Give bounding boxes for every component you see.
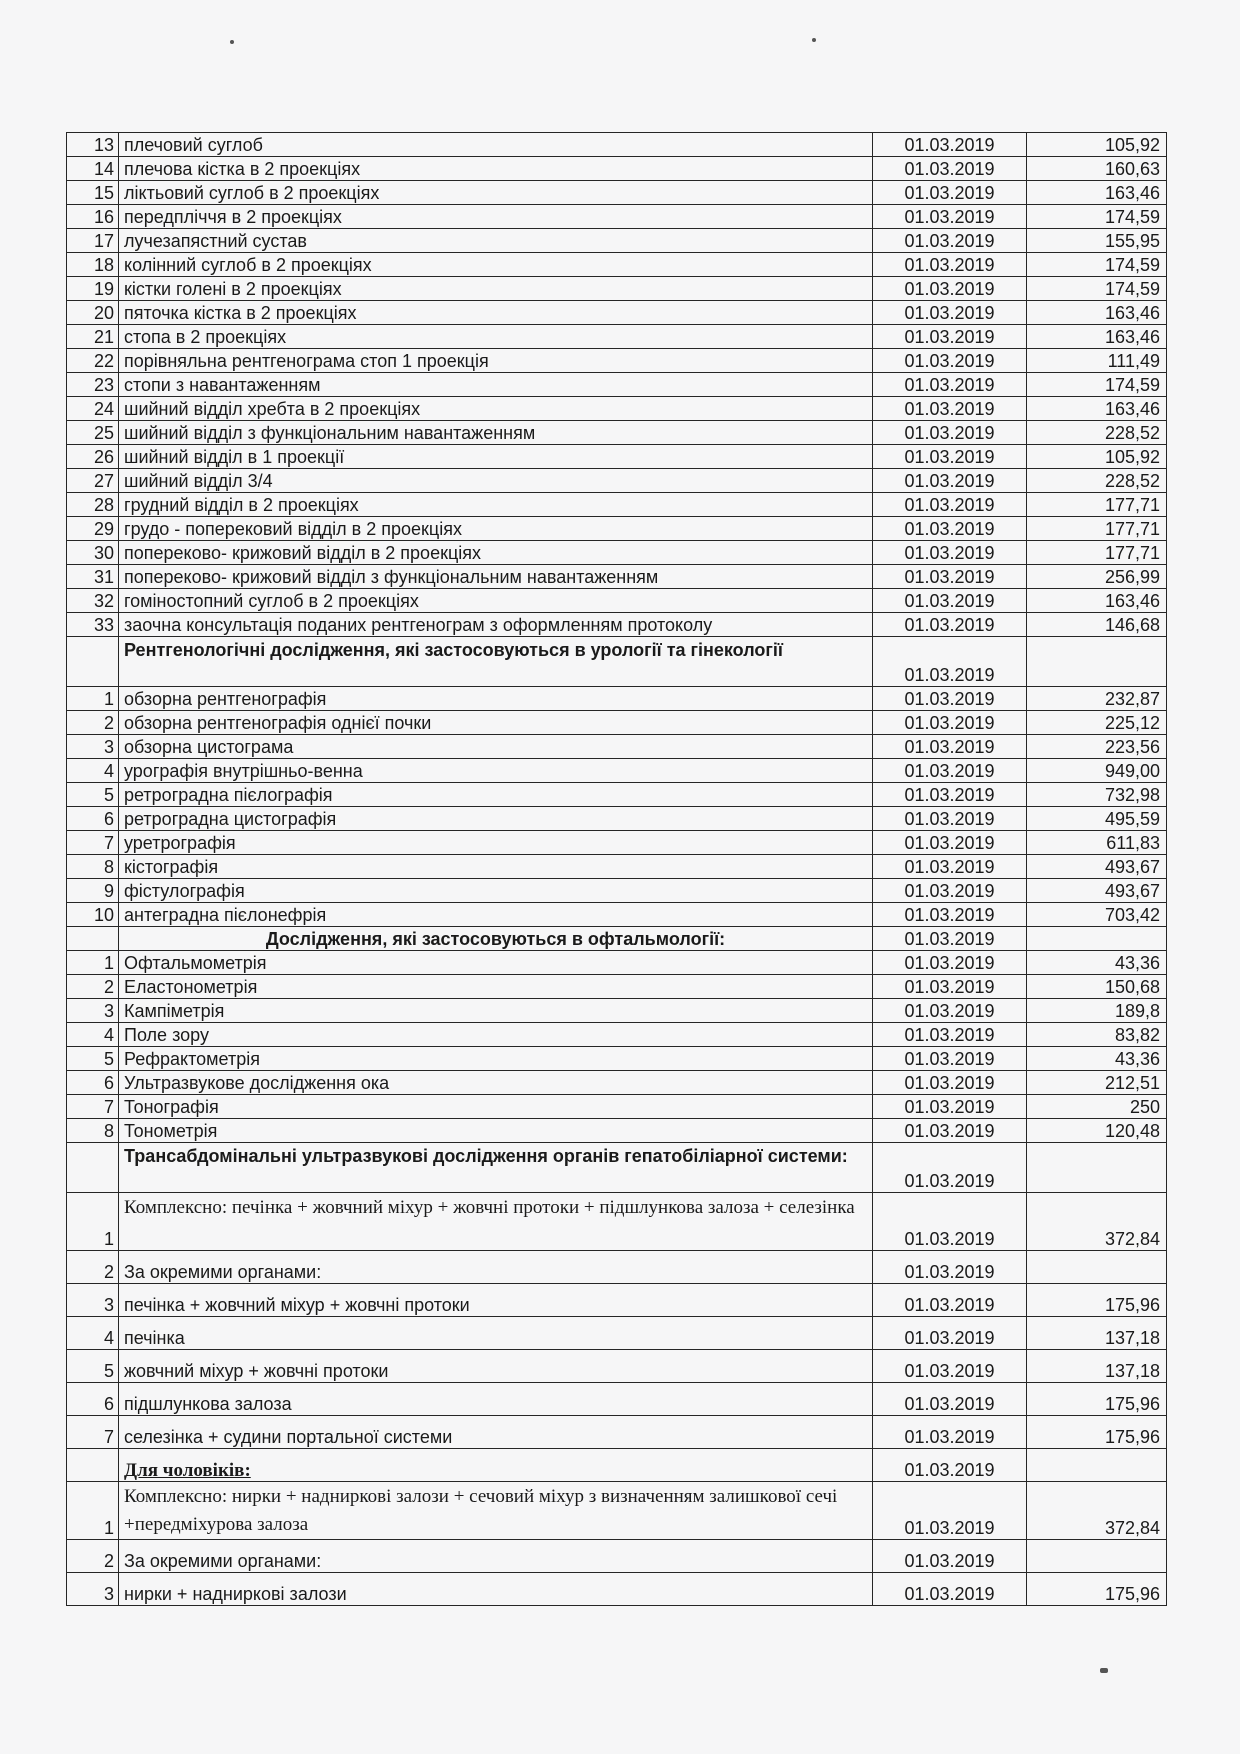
service-name: За окремими органами: [119,1540,873,1573]
table-row [67,999,1167,1023]
effective-date: 01.03.2019 [873,687,1027,711]
row-number: 10 [67,903,119,927]
effective-date: 01.03.2019 [873,253,1027,277]
price-value: 228,52 [1027,469,1167,493]
table-row [67,421,1167,445]
row-number: 17 [67,229,119,253]
row-number: 28 [67,493,119,517]
table-row [67,397,1167,421]
effective-date: 01.03.2019 [873,711,1027,735]
service-name: селезінка + судини портальної системи [119,1416,873,1449]
effective-date: 01.03.2019 [873,1482,1027,1540]
price-value: 137,18 [1027,1350,1167,1383]
table-row [67,783,1167,807]
price-value: 732,98 [1027,783,1167,807]
price-value: 372,84 [1027,1482,1167,1540]
service-name: Ультразвукове дослідження ока [119,1071,873,1095]
table-row [67,613,1167,637]
table-row [67,1449,1167,1482]
service-name: Рефрактометрія [119,1047,873,1071]
row-number: 2 [67,975,119,999]
effective-date: 01.03.2019 [873,783,1027,807]
service-name: колінний суглоб в 2 проекціях [119,253,873,277]
service-name: плечовий суглоб [119,133,873,157]
price-value [1027,1449,1167,1482]
effective-date: 01.03.2019 [873,903,1027,927]
service-name: гоміностопний суглоб в 2 проекціях [119,589,873,613]
table-row [67,1143,1167,1193]
row-number: 7 [67,831,119,855]
price-value: 212,51 [1027,1071,1167,1095]
row-number: 32 [67,589,119,613]
row-number: 2 [67,711,119,735]
service-name: стопи з навантаженням [119,373,873,397]
effective-date: 01.03.2019 [873,277,1027,301]
effective-date: 01.03.2019 [873,1317,1027,1350]
price-value: 177,71 [1027,493,1167,517]
table-row [67,711,1167,735]
row-number: 26 [67,445,119,469]
price-value: 703,42 [1027,903,1167,927]
service-name: шийний відділ хребта в 2 проекціях [119,397,873,421]
price-value: 189,8 [1027,999,1167,1023]
service-name: ретроградна пієлографія [119,783,873,807]
table-row [67,1540,1167,1573]
effective-date: 01.03.2019 [873,1119,1027,1143]
price-value: 372,84 [1027,1193,1167,1251]
table-row [67,1071,1167,1095]
row-number: 6 [67,1071,119,1095]
row-number: 3 [67,1573,119,1606]
price-value: 177,71 [1027,541,1167,565]
service-name: Кампіметрія [119,999,873,1023]
effective-date: 01.03.2019 [873,229,1027,253]
table-row [67,1047,1167,1071]
row-number: 29 [67,517,119,541]
table-row [67,807,1167,831]
table-row [67,229,1167,253]
price-list-body [67,133,1167,1606]
row-number: 7 [67,1095,119,1119]
row-number: 24 [67,397,119,421]
table-row [67,855,1167,879]
table-row [67,1482,1167,1540]
row-number: 4 [67,759,119,783]
row-number [67,637,119,687]
row-number: 31 [67,565,119,589]
price-value: 493,67 [1027,855,1167,879]
table-row [67,469,1167,493]
effective-date: 01.03.2019 [873,181,1027,205]
effective-date: 01.03.2019 [873,831,1027,855]
service-name: плечова кістка в 2 проекціях [119,157,873,181]
table-row [67,589,1167,613]
service-name: Комплексно: печінка + жовчний міхур + жовчні протоки + підшлункова залоза + селезінка [119,1193,873,1251]
row-number: 30 [67,541,119,565]
row-number: 15 [67,181,119,205]
row-number [67,1143,119,1193]
effective-date: 01.03.2019 [873,589,1027,613]
effective-date: 01.03.2019 [873,1416,1027,1449]
service-name: Дослідження, які застосовуються в офтальмології: [119,927,873,951]
table-row [67,1383,1167,1416]
row-number: 1 [67,1193,119,1251]
effective-date: 01.03.2019 [873,1251,1027,1284]
row-number: 25 [67,421,119,445]
effective-date: 01.03.2019 [873,927,1027,951]
row-number: 20 [67,301,119,325]
effective-date: 01.03.2019 [873,421,1027,445]
service-name: стопа в 2 проекціях [119,325,873,349]
price-value: 611,83 [1027,831,1167,855]
table-row [67,637,1167,687]
price-value: 223,56 [1027,735,1167,759]
price-value: 174,59 [1027,205,1167,229]
row-number: 5 [67,1047,119,1071]
effective-date: 01.03.2019 [873,325,1027,349]
table-row [67,445,1167,469]
row-number: 3 [67,735,119,759]
service-name: Поле зору [119,1023,873,1047]
service-name: печінка + жовчний міхур + жовчні протоки [119,1284,873,1317]
service-name: Тонографія [119,1095,873,1119]
service-name: підшлункова залоза [119,1383,873,1416]
price-value: 43,36 [1027,1047,1167,1071]
scan-speck [1100,1668,1108,1673]
table-row [67,1284,1167,1317]
price-value: 256,99 [1027,565,1167,589]
row-number: 6 [67,807,119,831]
service-name: жовчний міхур + жовчні протоки [119,1350,873,1383]
effective-date: 01.03.2019 [873,879,1027,903]
price-value: 105,92 [1027,445,1167,469]
price-value: 163,46 [1027,397,1167,421]
service-name: фістулографія [119,879,873,903]
effective-date: 01.03.2019 [873,445,1027,469]
effective-date: 01.03.2019 [873,855,1027,879]
row-number: 2 [67,1540,119,1573]
price-value: 160,63 [1027,157,1167,181]
service-name: грудний відділ в 2 проекціях [119,493,873,517]
table-row [67,253,1167,277]
service-name: попереково- крижовий відділ з функціональним навантаженням [119,565,873,589]
effective-date: 01.03.2019 [873,637,1027,687]
table-row [67,879,1167,903]
effective-date: 01.03.2019 [873,301,1027,325]
effective-date: 01.03.2019 [873,373,1027,397]
scan-speck [812,38,816,42]
row-number: 2 [67,1251,119,1284]
price-value: 495,59 [1027,807,1167,831]
service-name: ретроградна цистографія [119,807,873,831]
price-value: 105,92 [1027,133,1167,157]
table-row [67,157,1167,181]
effective-date: 01.03.2019 [873,469,1027,493]
table-row [67,831,1167,855]
table-row [67,1573,1167,1606]
table-row [67,373,1167,397]
service-name: За окремими органами: [119,1251,873,1284]
table-row [67,1193,1167,1251]
table-row [67,493,1167,517]
table-row [67,927,1167,951]
scan-speck [230,40,234,44]
table-row [67,1023,1167,1047]
service-name: шийний відділ в 1 проекції [119,445,873,469]
service-name: пяточка кістка в 2 проекціях [119,301,873,325]
table-row [67,565,1167,589]
price-list-table [66,132,1167,1606]
price-value: 493,67 [1027,879,1167,903]
price-value: 111,49 [1027,349,1167,373]
row-number: 6 [67,1383,119,1416]
price-value: 43,36 [1027,951,1167,975]
service-name: Тонометрія [119,1119,873,1143]
price-value: 163,46 [1027,301,1167,325]
effective-date: 01.03.2019 [873,1284,1027,1317]
row-number: 5 [67,1350,119,1383]
table-row [67,133,1167,157]
row-number: 8 [67,855,119,879]
effective-date: 01.03.2019 [873,133,1027,157]
row-number: 1 [67,1482,119,1540]
row-number: 19 [67,277,119,301]
price-value: 175,96 [1027,1284,1167,1317]
table-row [67,1350,1167,1383]
table-row [67,1119,1167,1143]
service-name: заочна консультація поданих рентгенограм з оформленням протоколу [119,613,873,637]
row-number: 14 [67,157,119,181]
row-number: 33 [67,613,119,637]
row-number: 27 [67,469,119,493]
service-name: обзорна цистограма [119,735,873,759]
service-name: уретрографія [119,831,873,855]
row-number: 16 [67,205,119,229]
effective-date: 01.03.2019 [873,349,1027,373]
table-row [67,975,1167,999]
service-name: Рентгенологічні дослідження, які застосовуються в урології та гінекології [119,637,873,687]
service-name: попереково- крижовий відділ в 2 проекціях [119,541,873,565]
price-value [1027,637,1167,687]
table-row [67,1317,1167,1350]
service-name: Комплексно: нирки + надниркові залози + сечовий міхур з визначенням залишкової сечі +передміхурова залоза [119,1482,873,1540]
row-number [67,927,119,951]
effective-date: 01.03.2019 [873,975,1027,999]
table-row [67,1095,1167,1119]
price-value: 174,59 [1027,277,1167,301]
row-number [67,1449,119,1482]
price-value: 232,87 [1027,687,1167,711]
row-number: 8 [67,1119,119,1143]
table-row [67,735,1167,759]
service-name: печінка [119,1317,873,1350]
row-number: 4 [67,1317,119,1350]
effective-date: 01.03.2019 [873,999,1027,1023]
service-name: передпліччя в 2 проекціях [119,205,873,229]
effective-date: 01.03.2019 [873,1143,1027,1193]
table-row [67,205,1167,229]
table-row [67,541,1167,565]
price-value: 137,18 [1027,1317,1167,1350]
table-row [67,301,1167,325]
service-name: Для чоловіків: [119,1449,873,1482]
table-row [67,1251,1167,1284]
service-name: Трансабдомінальні ультразвукові дослідження органів гепатобіліарної системи: [119,1143,873,1193]
table-row [67,181,1167,205]
row-number: 22 [67,349,119,373]
row-number: 23 [67,373,119,397]
table-row [67,277,1167,301]
service-name: обзорна рентгенографія однієї почки [119,711,873,735]
price-value: 174,59 [1027,373,1167,397]
effective-date: 01.03.2019 [873,565,1027,589]
price-value: 225,12 [1027,711,1167,735]
effective-date: 01.03.2019 [873,1047,1027,1071]
price-value: 146,68 [1027,613,1167,637]
table-row [67,325,1167,349]
row-number: 5 [67,783,119,807]
service-name: шийний відділ 3/4 [119,469,873,493]
table-row [67,903,1167,927]
service-name: Еластонометрія [119,975,873,999]
price-value: 175,96 [1027,1383,1167,1416]
effective-date: 01.03.2019 [873,517,1027,541]
effective-date: 01.03.2019 [873,613,1027,637]
price-value: 228,52 [1027,421,1167,445]
service-name: обзорна рентгенографія [119,687,873,711]
row-number: 1 [67,687,119,711]
service-name: антеградна пієлонефрія [119,903,873,927]
service-name: нирки + надниркові залози [119,1573,873,1606]
row-number: 3 [67,1284,119,1317]
table-row [67,1416,1167,1449]
row-number: 9 [67,879,119,903]
table-row [67,759,1167,783]
effective-date: 01.03.2019 [873,1095,1027,1119]
price-value [1027,1143,1167,1193]
service-name: шийний відділ з функціональним навантаженням [119,421,873,445]
effective-date: 01.03.2019 [873,807,1027,831]
effective-date: 01.03.2019 [873,397,1027,421]
price-value: 83,82 [1027,1023,1167,1047]
price-value: 163,46 [1027,181,1167,205]
service-name: кістографія [119,855,873,879]
effective-date: 01.03.2019 [873,1071,1027,1095]
price-value: 150,68 [1027,975,1167,999]
effective-date: 01.03.2019 [873,205,1027,229]
table-row [67,349,1167,373]
row-number: 21 [67,325,119,349]
service-name: порівняльна рентгенограма стоп 1 проекція [119,349,873,373]
price-value: 163,46 [1027,325,1167,349]
effective-date: 01.03.2019 [873,1350,1027,1383]
service-name: кістки голені в 2 проекціях [119,277,873,301]
effective-date: 01.03.2019 [873,951,1027,975]
effective-date: 01.03.2019 [873,1383,1027,1416]
table-row [67,951,1167,975]
price-value: 174,59 [1027,253,1167,277]
price-value [1027,1540,1167,1573]
price-value [1027,927,1167,951]
table-row [67,517,1167,541]
service-name: лучезапястний сустав [119,229,873,253]
effective-date: 01.03.2019 [873,1540,1027,1573]
effective-date: 01.03.2019 [873,541,1027,565]
service-name: грудо - поперековий відділ в 2 проекціях [119,517,873,541]
price-value: 250 [1027,1095,1167,1119]
price-value: 177,71 [1027,517,1167,541]
row-number: 3 [67,999,119,1023]
service-name: ліктьовий суглоб в 2 проекціях [119,181,873,205]
price-value: 175,96 [1027,1416,1167,1449]
effective-date: 01.03.2019 [873,735,1027,759]
effective-date: 01.03.2019 [873,157,1027,181]
price-value: 949,00 [1027,759,1167,783]
row-number: 7 [67,1416,119,1449]
price-value: 163,46 [1027,589,1167,613]
effective-date: 01.03.2019 [873,1449,1027,1482]
price-value [1027,1251,1167,1284]
price-value: 120,48 [1027,1119,1167,1143]
effective-date: 01.03.2019 [873,1193,1027,1251]
service-name: урографія внутрішньо-венна [119,759,873,783]
effective-date: 01.03.2019 [873,493,1027,517]
service-name: Офтальмометрія [119,951,873,975]
price-value: 175,96 [1027,1573,1167,1606]
price-value: 155,95 [1027,229,1167,253]
row-number: 4 [67,1023,119,1047]
row-number: 1 [67,951,119,975]
effective-date: 01.03.2019 [873,759,1027,783]
effective-date: 01.03.2019 [873,1573,1027,1606]
row-number: 13 [67,133,119,157]
row-number: 18 [67,253,119,277]
table-row [67,687,1167,711]
effective-date: 01.03.2019 [873,1023,1027,1047]
